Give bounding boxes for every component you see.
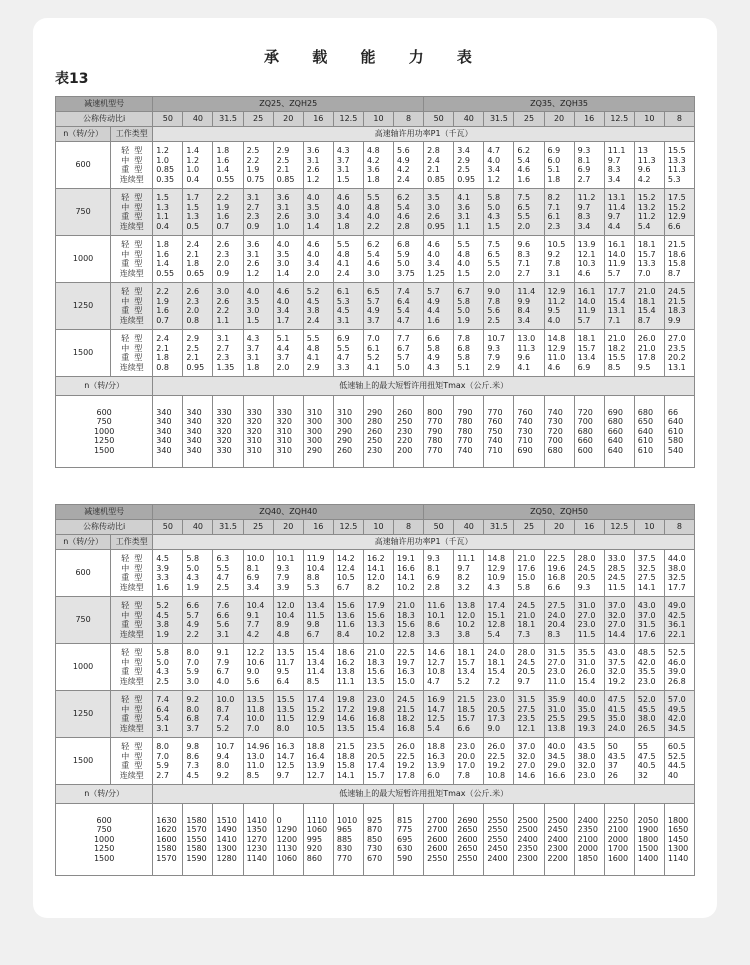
power-cell: 7.0 6.1 5.2 4.1 (363, 330, 393, 377)
power-cell: 5.8 5.0 4.3 1.5 (484, 189, 514, 236)
torque-speeds: 600 750 1000 1250 1500 (56, 804, 153, 876)
power-cell: 6.7 5.8 5.0 1.9 (454, 283, 484, 330)
power-cell: 2.6 2.3 2.0 0.8 (183, 283, 213, 330)
power-cell: 60.5 52.5 44.5 40 (664, 738, 694, 785)
power-cell: 21.0 18.3 15.6 13.5 (363, 644, 393, 691)
power-cell: 1.2 1.0 0.85 0.35 (153, 142, 183, 189)
power-cell: 3.5 3.0 2.6 0.95 (424, 189, 454, 236)
torque-header: 低速轴上的最大短暂许用扭矩Tmax（公斤.米） (153, 785, 695, 804)
torque-speed-label: n（转/分） (56, 377, 153, 396)
power-cell: 18.1 15.7 13.4 6.9 (574, 330, 604, 377)
work-types-cell: 轻 型 中 型 重 型 连续型 (111, 330, 153, 377)
power-cell: 13.1 11.4 9.7 4.4 (604, 189, 634, 236)
power-cell: 11.4 9.9 8.4 3.4 (514, 283, 544, 330)
work-types-cell: 轻 型 中 型 重 型 连续型 (111, 236, 153, 283)
model-left: ZQ25、ZQH25 (153, 97, 424, 112)
power-cell: 24.5 21.5 18.2 16.8 (394, 691, 424, 738)
model-right: ZQ50、ZQH50 (424, 505, 695, 520)
power-cell: 31.5 27.0 23.0 11.0 (544, 644, 574, 691)
power-cell: 1.8 1.6 1.4 0.55 (213, 142, 243, 189)
power-cell: 48.5 42.0 35.5 23.0 (634, 644, 664, 691)
ratio-cell: 31.5 (213, 520, 243, 535)
power-cell: 43.5 38.0 32.0 23.0 (574, 738, 604, 785)
power-cell: 3.6 3.1 2.6 1.2 (243, 236, 273, 283)
power-cell: 5.5 4.8 4.1 2.4 (333, 236, 363, 283)
ratio-cell: 50 (153, 520, 183, 535)
power-cell: 12.0 10.4 8.9 4.8 (273, 597, 303, 644)
speed-label: n（转/分） (56, 127, 111, 142)
torque-cell: 330 320 320 310 310 (243, 396, 273, 468)
ratio-cell: 16 (574, 112, 604, 127)
ratio-cell: 8 (664, 520, 694, 535)
ratio-cell: 20 (544, 520, 574, 535)
power-cell: 21.5 18.6 15.8 8.7 (664, 236, 694, 283)
power-cell: 22.5 19.7 16.3 15.0 (394, 644, 424, 691)
ratio-cell: 16 (303, 112, 333, 127)
ratio-cell: 12.5 (604, 112, 634, 127)
ratio-cell: 40 (183, 112, 213, 127)
work-types-cell: 轻 型 中 型 重 型 连续型 (111, 738, 153, 785)
torque-cell: 815 775 695 630 590 (394, 804, 424, 876)
power-cell: 4.0 3.5 3.0 1.4 (303, 189, 333, 236)
power-cell: 10.0 8.1 6.9 3.4 (243, 550, 273, 597)
power-cell: 7.6 6.6 5.6 3.1 (213, 597, 243, 644)
power-cell: 1.4 1.2 1.0 0.4 (183, 142, 213, 189)
ratio-cell: 31.5 (484, 520, 514, 535)
torque-cell: 330 320 320 320 330 (213, 396, 243, 468)
power-cell: 9.3 8.1 6.9 2.7 (574, 142, 604, 189)
ratio-cell: 10 (363, 520, 393, 535)
power-cell: 24.5 21.0 18.1 7.3 (514, 597, 544, 644)
power-cell: 6.1 5.3 4.5 3.1 (333, 283, 363, 330)
power-cell: 18.1 15.7 13.4 5.2 (454, 644, 484, 691)
power-cell: 2.2 1.9 1.6 0.7 (213, 189, 243, 236)
power-cell: 9.1 7.9 6.7 4.0 (213, 644, 243, 691)
torque-cell: 2550 2550 2550 2450 2400 (484, 804, 514, 876)
ratio-cell: 25 (514, 520, 544, 535)
power-cell: 57.0 49.5 42.0 34.5 (664, 691, 694, 738)
speed-cell: 750 (56, 189, 111, 236)
ratio-cell: 10 (363, 112, 393, 127)
power-header: 高速轴许用功率P1（千瓦） (153, 127, 695, 142)
speed-cell: 1500 (56, 330, 111, 377)
power-cell: 5.5 4.8 4.0 2.2 (363, 189, 393, 236)
power-cell: 6.6 5.7 4.9 2.2 (183, 597, 213, 644)
power-cell: 40.0 34.5 29.0 16.6 (544, 738, 574, 785)
speed-cell: 750 (56, 597, 111, 644)
power-cell: 5.6 4.9 4.2 2.4 (394, 142, 424, 189)
ratio-cell: 25 (243, 112, 273, 127)
ratio-cell: 40 (454, 520, 484, 535)
power-cell: 2.8 2.4 2.1 0.85 (424, 142, 454, 189)
power-cell: 21.0 17.6 15.0 5.8 (514, 550, 544, 597)
speed-cell: 600 (56, 142, 111, 189)
power-cell: 13.5 11.8 10.0 7.0 (243, 691, 273, 738)
power-cell: 21.0 18.3 15.6 12.8 (394, 597, 424, 644)
power-cell: 37.0 32.0 27.0 14.6 (514, 738, 544, 785)
power-cell: 35.9 31.0 25.5 13.8 (544, 691, 574, 738)
power-cell: 15.6 13.6 11.6 8.4 (333, 597, 363, 644)
ratio-cell: 10 (634, 112, 664, 127)
torque-cell: 1410 1350 1270 1230 1140 (243, 804, 273, 876)
power-cell: 16.1 14.0 11.9 5.7 (604, 236, 634, 283)
speed-cell: 1000 (56, 644, 111, 691)
power-cell: 6.2 5.4 4.6 2.8 (394, 189, 424, 236)
power-cell: 18.1 15.7 13.3 7.0 (634, 236, 664, 283)
power-cell: 27.0 23.5 20.2 13.1 (664, 330, 694, 377)
power-cell: 9.0 7.8 5.6 2.5 (484, 283, 514, 330)
power-cell: 31.5 27.5 23.5 12.1 (514, 691, 544, 738)
power-cell: 40.0 35.0 29.5 19.3 (574, 691, 604, 738)
power-cell: 6.5 5.7 4.9 3.7 (363, 283, 393, 330)
power-cell: 13.4 11.5 9.8 6.7 (303, 597, 333, 644)
power-cell: 4.6 4.0 3.4 1.7 (273, 283, 303, 330)
power-cell: 10.4 9.1 7.7 4.2 (243, 597, 273, 644)
power-cell: 16.2 14.1 12.0 8.2 (363, 550, 393, 597)
power-cell: 4.6 4.0 3.4 2.0 (303, 236, 333, 283)
torque-cell: 2700 2700 2600 2600 2550 (424, 804, 454, 876)
power-cell: 19.8 17.2 14.6 13.5 (333, 691, 363, 738)
power-cell: 21.5 18.8 15.8 14.1 (333, 738, 363, 785)
torque-cell: 760 740 730 710 690 (514, 396, 544, 468)
power-cell: 6.9 5.5 4.7 3.3 (333, 330, 363, 377)
power-cell: 24.5 21.5 18.3 9.9 (664, 283, 694, 330)
power-cell: 22.5 19.6 16.8 6.6 (544, 550, 574, 597)
power-cell: 9.3 8.1 6.9 2.8 (424, 550, 454, 597)
torque-cell: 1580 1570 1550 1580 1590 (183, 804, 213, 876)
power-cell: 2.4 2.1 1.8 0.8 (153, 330, 183, 377)
power-cell: 3.1 2.7 2.3 1.35 (213, 330, 243, 377)
power-cell: 13.5 11.7 9.5 6.4 (273, 644, 303, 691)
torque-cell: 310 300 290 290 260 (333, 396, 363, 468)
ratio-cell: 50 (424, 112, 454, 127)
power-cell: 49.0 42.5 36.1 22.1 (664, 597, 694, 644)
power-cell: 13.8 12.0 10.2 3.8 (454, 597, 484, 644)
torque-cell: 2400 2350 2100 2000 1850 (574, 804, 604, 876)
torque-cell: 310 300 300 300 290 (303, 396, 333, 468)
power-cell: 18.6 16.2 13.8 11.1 (333, 644, 363, 691)
work-types-cell: 轻 型 中 型 重 型 连续型 (111, 189, 153, 236)
power-cell: 5.7 4.9 4.4 1.6 (424, 283, 454, 330)
ratio-cell: 16 (574, 520, 604, 535)
ratio-label: 公称传动比i (56, 520, 153, 535)
power-cell: 11.2 9.7 8.3 3.4 (574, 189, 604, 236)
power-cell: 14.2 12.4 10.5 6.7 (333, 550, 363, 597)
power-cell: 12.9 11.2 9.5 4.0 (544, 283, 574, 330)
power-cell: 4.3 3.7 3.1 1.5 (333, 142, 363, 189)
torque-cell: 1510 1490 1410 1300 1280 (213, 804, 243, 876)
power-header: 高速轴许用功率P1（千瓦） (153, 535, 695, 550)
power-cell: 5.5 4.8 4.0 1.5 (454, 236, 484, 283)
power-cell: 1.5 1.3 1.1 0.4 (153, 189, 183, 236)
ratio-cell: 12.5 (604, 520, 634, 535)
power-cell: 23.0 19.8 16.8 15.4 (363, 691, 393, 738)
ratio-cell: 12.5 (333, 112, 363, 127)
power-cell: 10.1 9.3 7.9 3.9 (273, 550, 303, 597)
ratio-cell: 40 (454, 112, 484, 127)
torque-cell: 1010 965 885 830 770 (333, 804, 363, 876)
work-types-cell: 轻 型 中 型 重 型 连续型 (111, 283, 153, 330)
speed-cell: 600 (56, 550, 111, 597)
power-cell: 27.5 24.0 20.4 8.3 (544, 597, 574, 644)
torque-cell: 790 780 780 770 740 (454, 396, 484, 468)
ratio-cell: 40 (183, 520, 213, 535)
ratio-cell: 8 (394, 112, 424, 127)
ratio-cell: 12.5 (333, 520, 363, 535)
torque-cell: 290 280 260 250 230 (363, 396, 393, 468)
ratio-cell: 10 (634, 520, 664, 535)
speed-label: n（转/分） (56, 535, 111, 550)
torque-cell: 1110 1060 995 920 860 (303, 804, 333, 876)
power-cell: 8.0 7.0 5.9 3.0 (183, 644, 213, 691)
torque-cell: 1630 1620 1600 1580 1570 (153, 804, 183, 876)
power-cell: 13.9 12.1 10.3 4.6 (574, 236, 604, 283)
power-cell: 13.0 11.3 9.6 4.1 (514, 330, 544, 377)
speed-cell: 1500 (56, 738, 111, 785)
table-number-label: 表13 (55, 71, 89, 87)
torque-cell: 260 250 230 220 200 (394, 396, 424, 468)
power-cell: 4.7 4.0 3.4 1.2 (484, 142, 514, 189)
power-cell: 11.1 9.7 8.2 3.2 (454, 550, 484, 597)
power-cell: 4.6 4.0 3.4 1.8 (333, 189, 363, 236)
torque-cell: 680 650 640 610 610 (634, 396, 664, 468)
power-cell: 5.2 4.5 3.8 2.4 (303, 283, 333, 330)
power-cell: 2.9 2.5 2.1 0.85 (273, 142, 303, 189)
power-cell: 6.2 5.4 4.6 1.6 (514, 142, 544, 189)
work-types-cell: 轻 型 中 型 重 型 连续型 (111, 142, 153, 189)
ratio-cell: 20 (273, 112, 303, 127)
power-cell: 24.0 18.1 15.4 7.2 (484, 644, 514, 691)
power-cell: 5.8 5.0 4.3 2.5 (153, 644, 183, 691)
power-cell: 1.8 1.6 1.4 0.55 (153, 236, 183, 283)
torque-cell: 340 340 340 340 340 (153, 396, 183, 468)
power-cell: 55 47.5 40.5 32 (634, 738, 664, 785)
power-cell: 4.8 4.2 3.6 1.8 (363, 142, 393, 189)
torque-cell: 690 680 660 640 640 (604, 396, 634, 468)
power-cell: 7.8 6.8 5.8 5.1 (454, 330, 484, 377)
power-cell: 14.96 13.0 11.0 8.5 (243, 738, 273, 785)
power-cell: 4.1 3.6 3.1 1.1 (454, 189, 484, 236)
power-cell: 14.6 12.7 10.8 4.7 (424, 644, 454, 691)
power-cell: 37.0 32.0 27.0 14.4 (604, 597, 634, 644)
power-cell: 17.9 15.6 13.3 10.2 (363, 597, 393, 644)
power-cell: 2.4 2.1 1.8 0.65 (183, 236, 213, 283)
power-cell: 7.7 6.7 5.7 5.0 (394, 330, 424, 377)
power-cell: 3.6 3.1 2.6 1.2 (303, 142, 333, 189)
power-cell: 18.8 16.3 13.9 6.0 (424, 738, 454, 785)
power-cell: 12.2 10.6 9.0 5.6 (243, 644, 273, 691)
power-cell: 7.5 6.5 5.5 2.0 (484, 236, 514, 283)
power-cell: 26.0 22.5 19.2 17.8 (394, 738, 424, 785)
ratio-cell: 20 (544, 112, 574, 127)
power-cell: 15.5 13.5 11.5 8.0 (273, 691, 303, 738)
torque-header: 低速轴上的最大短暂许用扭矩Tmax（公斤.米） (153, 377, 695, 396)
power-cell: 23.0 20.5 17.3 9.0 (484, 691, 514, 738)
power-cell: 16.9 14.7 12.5 5.4 (424, 691, 454, 738)
speed-cell: 1250 (56, 691, 111, 738)
power-cell: 6.6 5.8 4.9 4.3 (424, 330, 454, 377)
ratio-cell: 8 (394, 520, 424, 535)
power-cell: 2.5 2.2 1.9 0.75 (243, 142, 273, 189)
power-cell: 7.4 6.4 5.4 3.1 (153, 691, 183, 738)
power-cell: 17.4 15.2 12.9 10.5 (303, 691, 333, 738)
power-cell: 9.2 8.0 6.8 3.7 (183, 691, 213, 738)
model-label: 减速机型号 (56, 505, 153, 520)
power-cell: 17.4 15.1 12.8 5.4 (484, 597, 514, 644)
power-cell: 47.5 41.5 35.0 24.0 (604, 691, 634, 738)
power-cell: 13 11.3 9.6 4.2 (634, 142, 664, 189)
torque-cell: 330 320 310 310 310 (273, 396, 303, 468)
power-cell: 23.5 20.5 17.4 15.7 (363, 738, 393, 785)
power-cell: 14.8 12.9 10.9 4.3 (484, 550, 514, 597)
ratio-cell: 31.5 (484, 112, 514, 127)
torque-cell: 800 770 790 780 770 (424, 396, 454, 468)
torque-cell: 2500 2500 2400 2350 2300 (514, 804, 544, 876)
ratio-cell: 50 (153, 112, 183, 127)
torque-speeds: 600 750 1000 1250 1500 (56, 396, 153, 468)
torque-cell: 720 700 680 660 600 (574, 396, 604, 468)
power-cell: 21.0 18.2 15.5 8.5 (604, 330, 634, 377)
power-cell: 44.0 38.0 32.5 17.7 (664, 550, 694, 597)
power-cell: 4.6 4.0 3.4 1.25 (424, 236, 454, 283)
power-cell: 15.2 13.2 11.2 5.4 (634, 189, 664, 236)
power-cell: 2.6 2.3 2.0 0.9 (213, 236, 243, 283)
work-type-label: 工作类型 (111, 535, 153, 550)
power-cell: 5.2 4.5 3.8 1.9 (153, 597, 183, 644)
power-cell: 7.4 6.4 5.4 4.7 (394, 283, 424, 330)
work-type-label: 工作类型 (111, 127, 153, 142)
work-types-cell: 轻 型 中 型 重 型 连续型 (111, 691, 153, 738)
capacity-table-1 (55, 96, 695, 468)
power-cell: 33.0 28.5 24.5 11.5 (604, 550, 634, 597)
power-cell: 5.8 5.0 4.3 1.9 (183, 550, 213, 597)
ratio-cell: 31.5 (213, 112, 243, 127)
power-cell: 3.4 2.9 2.5 0.95 (454, 142, 484, 189)
ratio-cell: 25 (514, 112, 544, 127)
torque-cell: 2250 2100 2000 1700 1600 (604, 804, 634, 876)
power-cell: 21.5 18.5 15.7 6.6 (454, 691, 484, 738)
torque-cell: 740 730 720 700 680 (544, 396, 574, 468)
power-cell: 2.9 2.5 2.1 0.95 (183, 330, 213, 377)
power-cell: 9.6 8.3 7.1 2.7 (514, 236, 544, 283)
power-cell: 3.6 3.1 2.6 1.0 (273, 189, 303, 236)
ratio-cell: 25 (243, 520, 273, 535)
power-cell: 1.7 1.5 1.3 0.5 (183, 189, 213, 236)
power-cell: 6.3 5.5 4.7 2.5 (213, 550, 243, 597)
power-cell: 3.1 2.7 2.3 0.9 (243, 189, 273, 236)
power-cell: 8.2 7.1 6.1 2.3 (544, 189, 574, 236)
power-cell: 5.1 4.4 3.7 2.0 (273, 330, 303, 377)
power-cell: 6.8 5.9 5.0 3.75 (394, 236, 424, 283)
power-cell: 37.5 32.5 27.5 14.1 (634, 550, 664, 597)
ratio-cell: 8 (664, 112, 694, 127)
power-cell: 28.0 24.5 20.5 9.3 (574, 550, 604, 597)
power-cell: 15.4 13.4 11.4 8.5 (303, 644, 333, 691)
power-cell: 50 43.5 37 26 (604, 738, 634, 785)
power-cell: 10.0 8.7 7.4 5.2 (213, 691, 243, 738)
power-cell: 14.8 12.9 11.0 4.6 (544, 330, 574, 377)
page-title: 承 载 能 力 表 (264, 48, 486, 66)
work-types-cell: 轻 型 中 型 重 型 连续型 (111, 550, 153, 597)
torque-speed-label: n（转/分） (56, 785, 153, 804)
power-cell: 11.6 10.1 8.6 3.3 (424, 597, 454, 644)
power-cell: 4.5 3.9 3.3 1.6 (153, 550, 183, 597)
power-cell: 4.0 3.5 3.0 1.5 (243, 283, 273, 330)
torque-cell: 340 340 340 340 340 (183, 396, 213, 468)
power-cell: 4.3 3.7 3.1 1.8 (243, 330, 273, 377)
power-cell: 5.5 4.8 4.1 2.9 (303, 330, 333, 377)
torque-cell: 0 1290 1200 1130 1060 (273, 804, 303, 876)
power-cell: 26.0 22.5 19.2 10.8 (484, 738, 514, 785)
power-cell: 17.5 15.2 12.9 6.6 (664, 189, 694, 236)
power-cell: 52.0 45.5 38.0 26.5 (634, 691, 664, 738)
power-cell: 28.0 24.5 20.5 9.7 (514, 644, 544, 691)
torque-cell: 925 870 850 730 670 (363, 804, 393, 876)
power-cell: 21.0 18.1 15.4 8.7 (634, 283, 664, 330)
torque-cell: 66 640 610 580 540 (664, 396, 694, 468)
ratio-cell: 50 (424, 520, 454, 535)
power-cell: 18.8 16.4 13.9 12.7 (303, 738, 333, 785)
power-cell: 8.0 7.0 5.9 2.7 (153, 738, 183, 785)
power-cell: 17.7 15.4 13.1 7.1 (604, 283, 634, 330)
power-cell: 11.9 10.4 8.8 5.3 (303, 550, 333, 597)
power-cell: 35.5 31.0 26.0 15.4 (574, 644, 604, 691)
power-cell: 52.5 46.0 39.0 26.8 (664, 644, 694, 691)
model-right: ZQ35、ZQH35 (424, 97, 695, 112)
torque-cell: 2500 2450 2400 2300 2200 (544, 804, 574, 876)
ratio-cell: 16 (303, 520, 333, 535)
power-cell: 31.0 27.0 23.0 11.5 (574, 597, 604, 644)
power-cell: 26.0 21.0 17.8 9.5 (634, 330, 664, 377)
model-label: 减速机型号 (56, 97, 153, 112)
power-cell: 11.1 9.7 8.3 3.4 (604, 142, 634, 189)
power-cell: 43.0 37.0 31.5 17.6 (634, 597, 664, 644)
power-cell: 19.1 16.6 14.1 10.2 (394, 550, 424, 597)
power-cell: 7.5 6.5 5.5 2.0 (514, 189, 544, 236)
power-cell: 23.0 20.0 17.0 7.8 (454, 738, 484, 785)
power-cell: 6.9 6.0 5.1 1.8 (544, 142, 574, 189)
model-left: ZQ40、ZQH40 (153, 505, 424, 520)
torque-cell: 2690 2650 2600 2650 2550 (454, 804, 484, 876)
ratio-label: 公称传动比i (56, 112, 153, 127)
power-cell: 15.5 13.3 11.3 5.3 (664, 142, 694, 189)
power-cell: 6.2 5.4 4.6 3.0 (363, 236, 393, 283)
work-types-cell: 轻 型 中 型 重 型 连续型 (111, 644, 153, 691)
power-cell: 43.0 37.5 32.0 19.2 (604, 644, 634, 691)
power-cell: 16.3 14.7 12.5 9.7 (273, 738, 303, 785)
speed-cell: 1250 (56, 283, 111, 330)
work-types-cell: 轻 型 中 型 重 型 连续型 (111, 597, 153, 644)
speed-cell: 1000 (56, 236, 111, 283)
ratio-cell: 20 (273, 520, 303, 535)
power-cell: 16.1 14.0 11.9 5.7 (574, 283, 604, 330)
power-cell: 10.7 9.4 8.0 9.2 (213, 738, 243, 785)
torque-cell: 2050 1900 1800 1500 1400 (634, 804, 664, 876)
torque-cell: 1800 1650 1450 1300 1140 (664, 804, 694, 876)
power-cell: 4.0 3.5 3.0 1.4 (273, 236, 303, 283)
capacity-table-2 (55, 504, 695, 876)
power-cell: 3.0 2.6 2.2 1.1 (213, 283, 243, 330)
torque-cell: 770 760 750 740 710 (484, 396, 514, 468)
power-cell: 10.7 9.3 7.9 2.9 (484, 330, 514, 377)
power-cell: 10.5 9.2 7.8 3.1 (544, 236, 574, 283)
power-cell: 9.8 8.6 7.3 4.5 (183, 738, 213, 785)
power-cell: 2.2 1.9 1.6 0.7 (153, 283, 183, 330)
